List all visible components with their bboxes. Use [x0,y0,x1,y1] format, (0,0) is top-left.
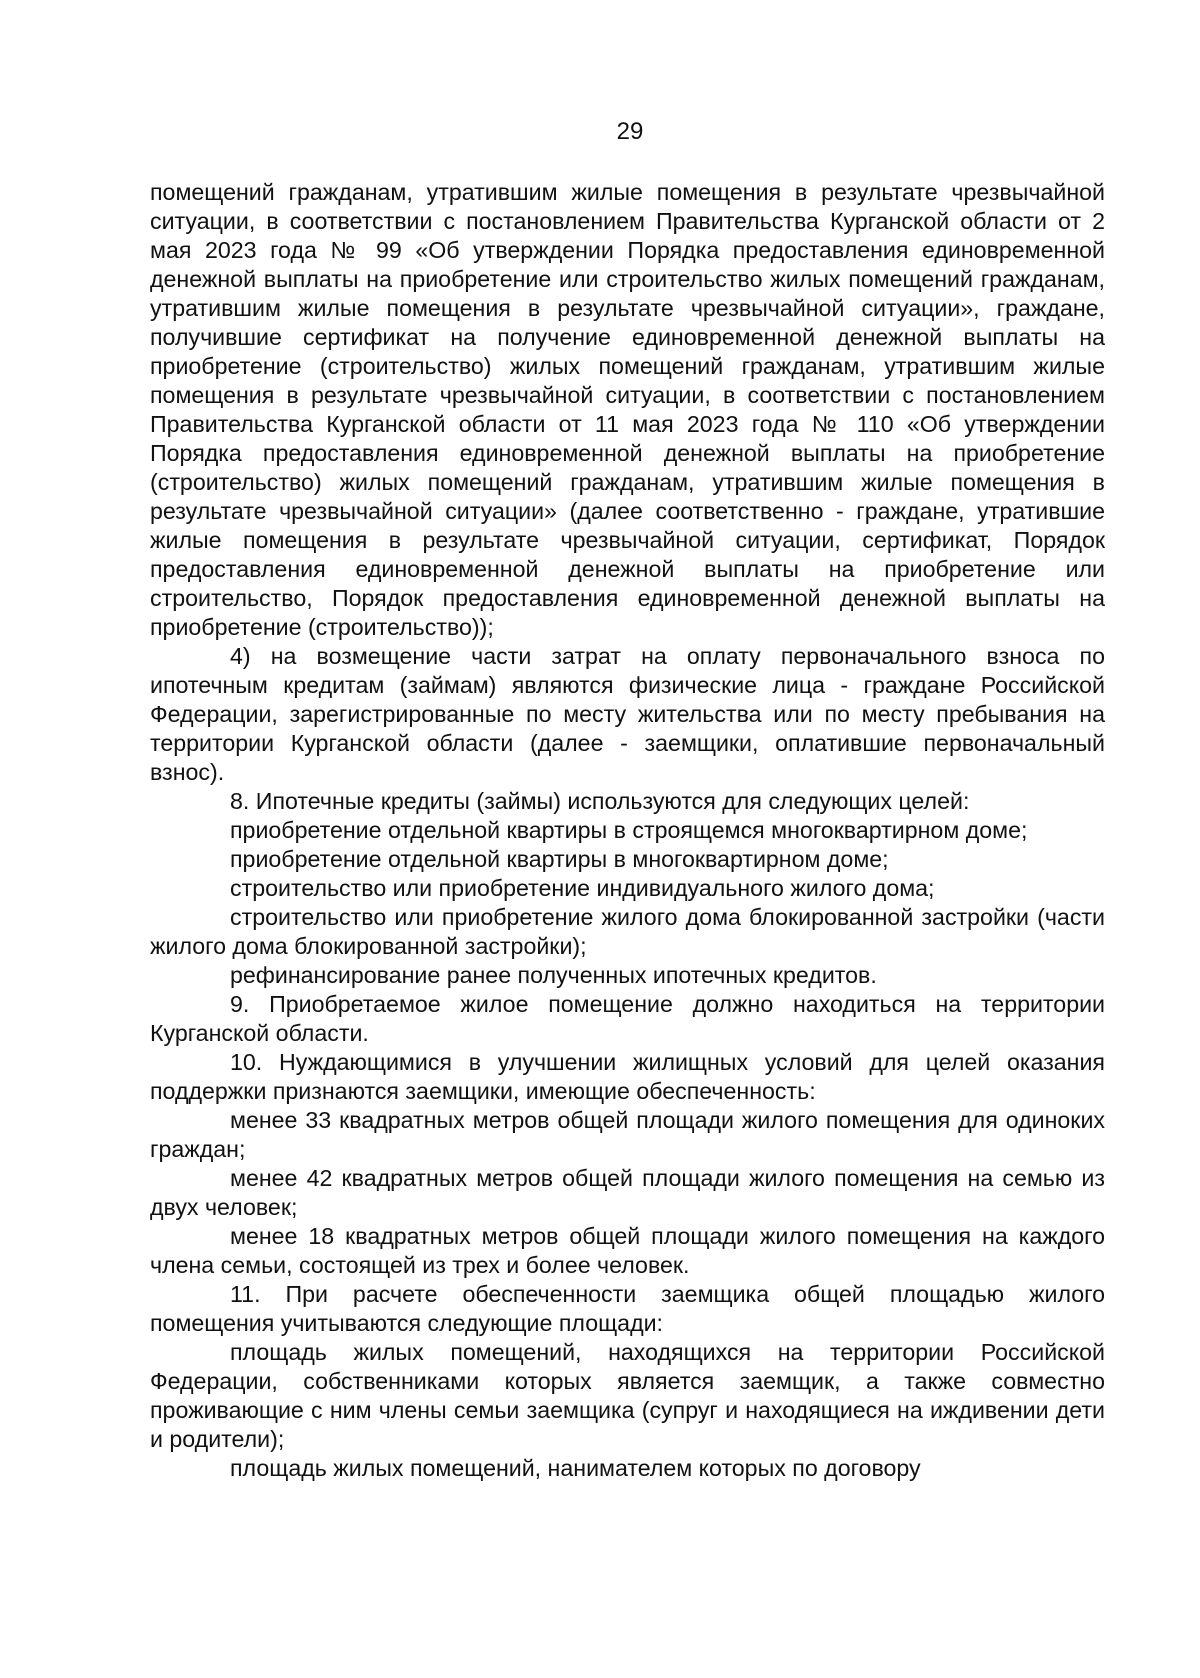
list-item: рефинансирование ранее полученных ипотечных кредитов. [230,962,877,988]
list-item: площадь жилых помещений, находящихся на территории Российской Федерации, собственниками которых является заемщик, а также совместно проживающие с ним члены семьи заемщика (супруг и находящиеся на иждивении дети и родители); [150,1339,1105,1452]
list-item: приобретение отдельной квартиры в многоквартирном доме; [230,846,889,872]
paragraph: 10. Нуждающимися в улучшении жилищных условий для целей оказания поддержки признаются заемщики, имеющие обеспеченность: [150,1049,1105,1104]
list-item: строительство или приобретение жилого дома блокированной застройки (части жилого дома блокированной застройки); [150,904,1105,959]
paragraph: 9. Приобретаемое жилое помещение должно находиться на территории Курганской области. [150,991,1105,1046]
list-item: менее 33 квадратных метров общей площади жилого помещения для одиноких граждан; [150,1107,1105,1162]
list-item: менее 42 квадратных метров общей площади жилого помещения на семью из двух человек; [150,1165,1105,1220]
list-item: приобретение отдельной квартиры в строящемся многоквартирном доме; [230,817,1028,843]
list-item: площадь жилых помещений, нанимателем которых по договору [230,1455,921,1481]
paragraph: 4) на возмещение части затрат на оплату первоначального взноса по ипотечным кредитам (займам) являются физические лица - граждане Российской Федерации, зарегистрированные по месту жительства или по месту пребывания на территории Курганской области (далее - заемщики, оплатившие первоначальный взнос). [150,643,1105,785]
list-item: строительство или приобретение индивидуального жилого дома; [230,875,935,901]
paragraph: 11. При расчете обеспеченности заемщика общей площадью жилого помещения учитываются следующие площади: [150,1281,1105,1336]
page-number: 29 [616,118,644,145]
paragraph: помещений гражданам, утратившим жилые помещения в результате чрезвычайной ситуации, в соответствии с постановлением Правительства Курганской области от 2 мая 2023 года № 99 «Об утверждении Порядка предоставления единовременной денежной выплаты на приобретение или строительство жилых помещений гражданам, утратившим жилые помещения в результате чрезвычайной ситуации», граждане, получившие сертификат на получение единовременной денежной выплаты на приобретение (строительство) жилых помещений гражданам, утратившим жилые помещения в результате чрезвычайной ситуации, в соответствии с постановлением Правительства Курганской области от 11 мая 2023 года № 110 «Об утверждении Порядка предоставления единовременной денежной выплаты на приобретение (строительство) жилых помещений гражданам, утратившим жилые помещения в результате чрезвычайной ситуации» (далее соответственно - граждане, утратившие жилые помещения в результате чрезвычайной ситуации, сертификат, Порядок предоставления единовременной денежной выплаты на приобретение или строительство, Порядок предоставления единовременной денежной выплаты на приобретение (строительство)); [150,179,1105,640]
body-text [150,178,1105,1483]
paragraph: 8. Ипотечные кредиты (займы) используются для следующих целей: [230,788,970,814]
list-item: менее 18 квадратных метров общей площади жилого помещения на каждого члена семьи, состоящей из трех и более человек. [150,1223,1105,1278]
